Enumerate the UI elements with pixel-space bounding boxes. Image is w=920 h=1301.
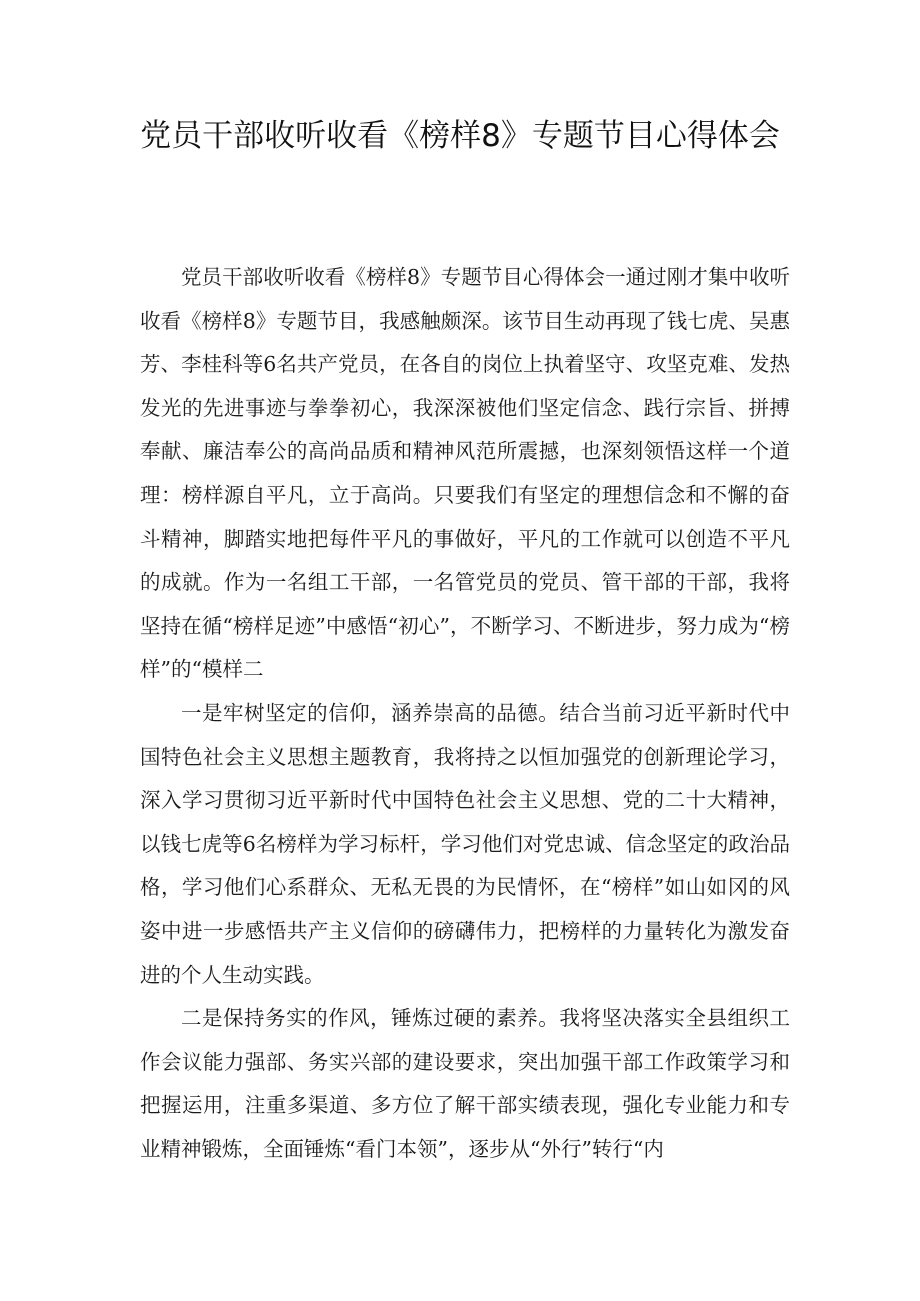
- paragraph-point-one: 一是牢树坚定的信仰，涵养崇高的品德。结合当前习近平新时代中国特色社会主义思想主题教育，我将持之以恒加强党的创新理论学习，深入学习贯彻习近平新时代中国特色社会主义思想、党的二十大精神，以钱七虎等6名榜样为学习标杆，学习他们对党忠诚、信念坚定的政治品格，学习他们心系群众、无私无畏的为民情怀，在“榜样”如山如冈的风姿中进一步感悟共产主义信仰的磅礴伟力，把榜样的力量转化为激发奋进的个人生动实践。: [140, 700, 790, 987]
- document-title: 党员干部收听收看《榜样8》专题节目心得体会: [140, 118, 780, 154]
- paragraph-intro: 党员干部收听收看《榜样8》专题节目心得体会一通过刚才集中收听收看《榜样8》专题节目，我感触颇深。该节目生动再现了钱七虎、吴惠芳、李桂科等6名共产党员，在各自的岗位上执着坚守、攻坚克难、发热发光的先进事迹与拳拳初心，我深深被他们坚定信念、践行宗旨、拼搏奉献、廉洁奉公的高尚品质和精神风范所震撼，也深刻领悟这样一个道理：榜样源自平凡，立于高尚。只要我们有坚定的理想信念和不懈的奋斗精神，脚踏实地把每件平凡的事做好，平凡的工作就可以创造不平凡的成就。作为一名组工干部，一名管党员的党员、管干部的干部，我将坚持在循“榜样足迹”中感悟“初心”，不断学习、不断进步，努力成为“榜样”的“模样二: [140, 265, 790, 682]
- document-body: [140, 256, 790, 1171]
- paragraph-point-two: 二是保持务实的作风，锤炼过硬的素养。我将坚决落实全县组织工作会议能力强部、务实兴部的建设要求，突出加强干部工作政策学习和把握运用，注重多渠道、多方位了解干部实绩表现，强化专业能力和专业精神锻炼，全面锤炼“看门本领”，逐步从“外行”转行“内: [140, 1006, 790, 1161]
